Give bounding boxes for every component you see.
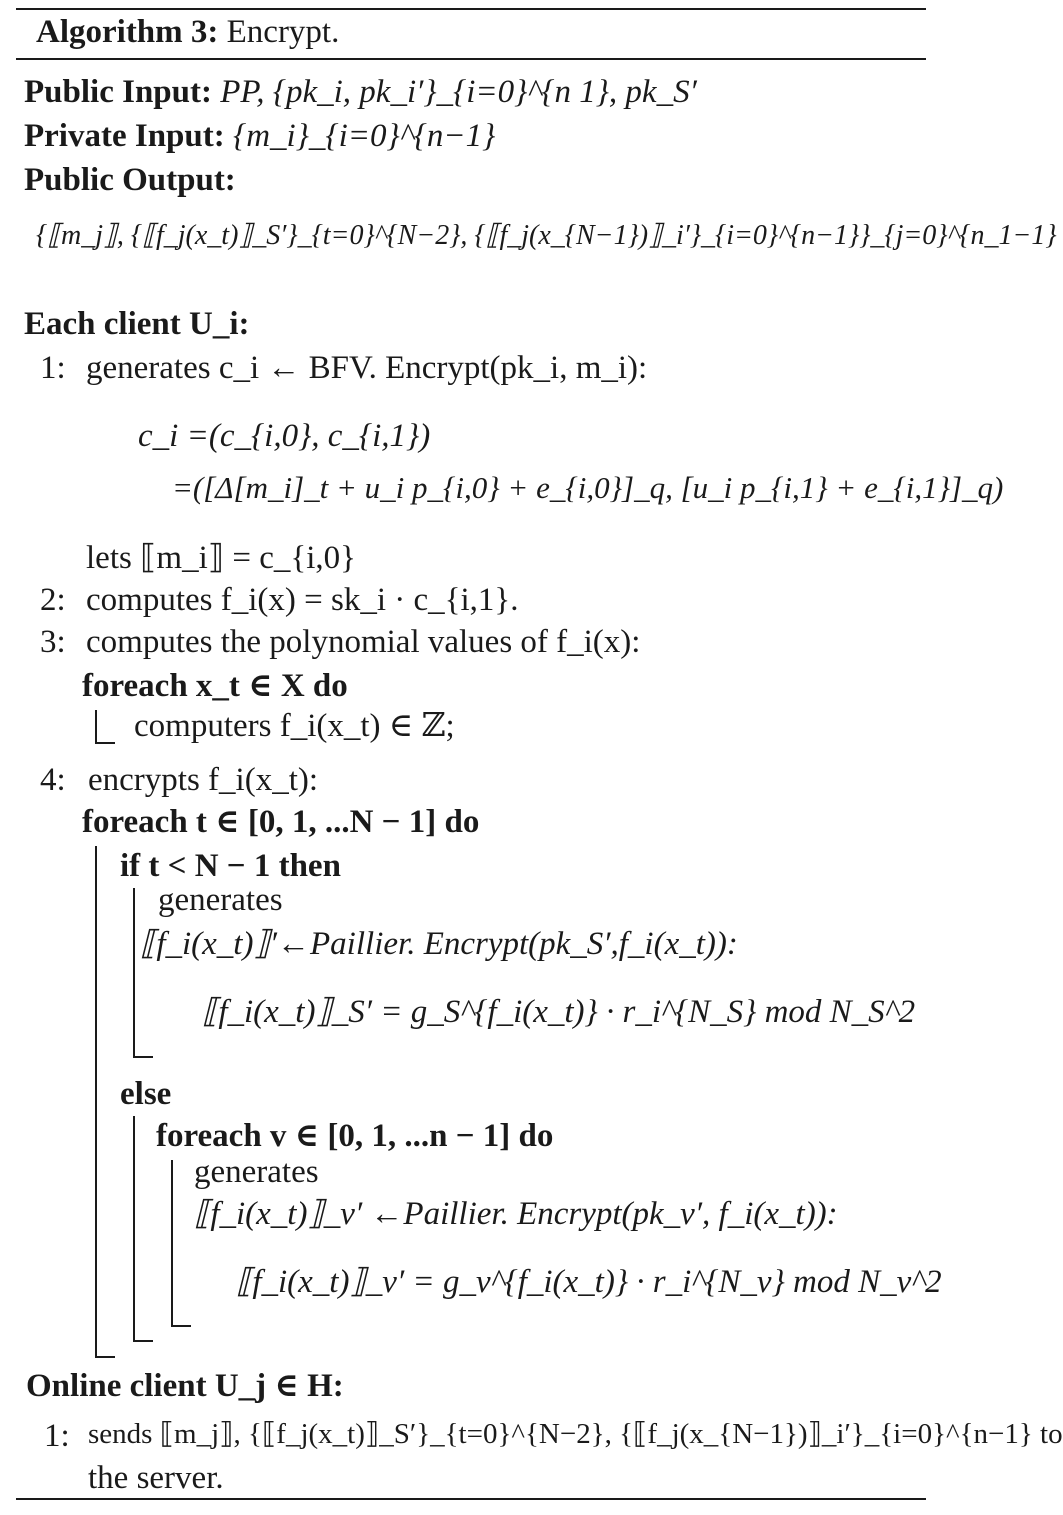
public-input-line: [24, 76, 697, 109]
step3-text: computes the polynomial values of f_i(x):: [86, 624, 641, 660]
public-output-label: Public Output:: [24, 162, 236, 198]
else-foreach: foreach v ∈ [0, 1, ...n − 1] do: [156, 1118, 554, 1154]
step4-text: encrypts f_i(x_t):: [88, 762, 319, 798]
step1-text: generates c_i ← BFV. Encrypt(pk_i, m_i):: [86, 350, 648, 386]
step1-lets: lets ⟦m_i⟧ = c_{i,0}: [86, 540, 356, 576]
bottom-rule: [16, 1498, 926, 1500]
online-client-header: Online client U_j ∈ H:: [26, 1368, 344, 1404]
ciphertext-eq-line2: =([Δ[m_i]_t + u_i p_{i,0} + e_{i,0}]_q, [u_i p_{i,1} + e_{i,1}]_q): [172, 470, 1004, 505]
else-loop-foot: [171, 1325, 191, 1327]
step3-number: 3:: [40, 624, 66, 660]
if-paillier-eq: ⟦f_i(x_t)⟧_S′ = g_S^{f_i(x_t)} · r_i^{N_S} mod N_S^2: [202, 994, 916, 1030]
public-input-value: PP, {pk_i, pk_i′}_{i=0}^{n 1}, pk_S′: [220, 74, 697, 110]
else-encrypt-line: ⟦f_i(x_t)⟧_v′ ←Paillier. Encrypt(pk_v′, f_i(x_t)):: [194, 1196, 838, 1232]
if-line: if t < N − 1 then: [120, 848, 341, 884]
online-step1-continuation: the server.: [88, 1460, 224, 1496]
if-block-bar: [133, 888, 135, 1058]
top-rule: [16, 8, 926, 10]
if-encrypt-line: ⟦f_i(x_t)⟧′←Paillier. Encrypt(pk_S′,f_i(x_t)):: [140, 926, 738, 962]
else-loop-bar: [171, 1160, 173, 1326]
step3-foreach: foreach x_t ∈ X do: [82, 668, 348, 704]
if-block-foot: [133, 1056, 153, 1058]
private-input-value: {m_i}_{i=0}^{n−1}: [233, 118, 496, 154]
else-generates: generates: [194, 1154, 319, 1190]
step2-text: computes f_i(x) = sk_i · c_{i,1}.: [86, 582, 519, 618]
ciphertext-eq-line1: c_i =(c_{i,0}, c_{i,1}): [138, 418, 431, 454]
private-input-label: Private Input:: [24, 118, 225, 154]
caption-rule: [16, 58, 926, 60]
algorithm-name: Encrypt.: [226, 14, 340, 50]
else-line: else: [120, 1076, 172, 1112]
public-input-label: Public Input:: [24, 74, 212, 110]
algorithm-caption: [36, 16, 339, 49]
else-paillier-eq: ⟦f_i(x_t)⟧_v′ = g_v^{f_i(x_t)} · r_i^{N_v} mod N_v^2: [236, 1264, 942, 1300]
step3-loop-bar: [95, 710, 97, 744]
private-input-line: [24, 120, 495, 153]
step2-number: 2:: [40, 582, 66, 618]
online-step1-number: 1:: [44, 1418, 70, 1454]
each-client-header: Each client U_i:: [24, 306, 250, 342]
public-output-value: {⟦m_j⟧, {⟦f_j(x_t)⟧_S′}_{t=0}^{N−2}, {⟦f_j(x_{N−1})⟧_i′}_{i=0}^{n−1}}_{j=0}^{n_1−1}: [36, 220, 1057, 251]
step3-loop-body: computers f_i(x_t) ∈ ℤ;: [134, 708, 455, 744]
step4-loop-foot: [95, 1356, 115, 1358]
step3-loop-foot: [95, 742, 115, 744]
algorithm-label: Algorithm 3:: [36, 14, 219, 50]
else-block-foot: [133, 1340, 153, 1342]
else-block-bar: [133, 1116, 135, 1342]
step4-loop-bar: [95, 846, 97, 1358]
step1-number: 1:: [40, 350, 66, 386]
online-step1-text: sends ⟦m_j⟧, {⟦f_j(x_t)⟧_S′}_{t=0}^{N−2}, {⟦f_j(x_{N−1})⟧_i′}_{i=0}^{n−1} to: [88, 1418, 1063, 1450]
if-generates: generates: [158, 882, 283, 918]
step4-number: 4:: [40, 762, 66, 798]
step4-foreach: foreach t ∈ [0, 1, ...N − 1] do: [82, 804, 480, 840]
